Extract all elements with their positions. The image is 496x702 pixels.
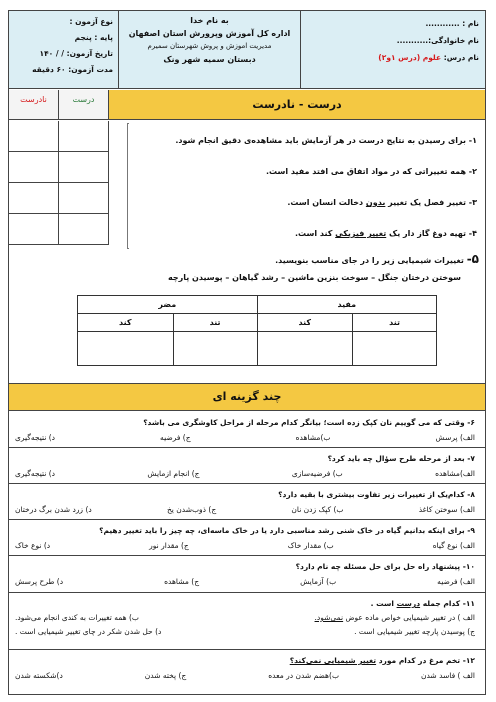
tf-statement-3 — [129, 187, 485, 218]
question-6 — [9, 412, 485, 448]
option-b[interactable]: ب) مقدار خاک — [287, 541, 334, 550]
question-8 — [9, 484, 485, 520]
q7-options — [15, 466, 475, 481]
q5-items: سوختن درختان جنگل – سوخت بنزین ماشین – رشد گیاهان – پوسیدن پارچه — [167, 273, 461, 282]
option-b[interactable]: ب)مشاهده — [295, 433, 331, 442]
tf-header-row — [9, 90, 485, 120]
stmt-text: ۴- تهیه دوغ گاز دار یک — [386, 229, 477, 238]
tf-answer-row — [9, 152, 109, 183]
stmt-text: کند است. — [294, 229, 336, 238]
exam-sheet — [8, 10, 486, 695]
true-box[interactable] — [59, 214, 109, 245]
q12-text — [15, 654, 475, 668]
school-name: دبستان سمیه شهر ونک — [163, 55, 256, 64]
q11-text-end: است . — [370, 599, 397, 608]
q5-table — [77, 295, 437, 366]
option-c[interactable]: ج) مقدار نور — [149, 541, 189, 550]
course-label: نام درس: — [441, 53, 479, 62]
harmful-header: مضر — [78, 296, 258, 314]
useful-slow-header: کند — [257, 314, 353, 332]
q5-text: تغییرات شیمیایی زیر را در جای مناسب بنویسید. — [275, 256, 464, 265]
answer-cell[interactable] — [78, 332, 174, 366]
q11-options-row1 — [15, 611, 475, 625]
exam-type: نوع آزمون : — [69, 17, 113, 26]
option-d[interactable]: د) نتیجه‌گیری — [15, 469, 55, 478]
q10-text: ۱۰- پیشنهاد راه حل برای حل مسئله چه نام دارد؟ — [295, 562, 475, 571]
tf-section-title: درست - نادرست — [109, 90, 485, 119]
tf-statement-4 — [129, 218, 485, 249]
tf-answer-row — [9, 121, 109, 152]
option-a[interactable]: الف) پرسش — [435, 433, 475, 442]
option-b[interactable]: ب)هضم شدن در معده — [268, 671, 339, 680]
true-box[interactable] — [59, 121, 109, 152]
mc-section-title: چند گزینه ای — [9, 383, 485, 411]
q9-options — [15, 538, 475, 553]
tf-statement-1: ۱- برای رسیدن به نتایج درست در هر آزمایش باید مشاهده‌ی دقیق انجام شود. — [175, 136, 477, 145]
question-10 — [9, 556, 485, 593]
school-info-box — [119, 11, 301, 88]
option-a[interactable]: الف)مشاهده — [435, 469, 475, 478]
q11-underlined: درست — [396, 599, 421, 608]
harmful-fast-header: تند — [173, 314, 257, 332]
answer-cell[interactable] — [173, 332, 257, 366]
q12-options — [15, 668, 475, 683]
tf-statements — [129, 125, 485, 249]
false-box[interactable] — [9, 152, 59, 183]
option-a-underlined: نمی‌شود. — [314, 613, 344, 622]
true-box[interactable] — [59, 183, 109, 214]
harmful-slow-header: کند — [78, 314, 174, 332]
grade: پایه : پنجم — [74, 33, 113, 42]
q6-options — [15, 430, 475, 445]
option-c[interactable]: ج) فرضیه — [160, 433, 191, 442]
stmt-text: دخالت انسان است. — [287, 198, 366, 207]
option-d[interactable]: د) نتیجه‌گیری — [15, 433, 55, 442]
q12-text-start: ۱۲- تخم مرغ در کدام مورد — [376, 656, 475, 665]
false-box[interactable] — [9, 121, 59, 152]
option-a-text: الف ) در تغییر شیمیایی خواص ماده عوض — [343, 613, 475, 622]
exam-duration: مدت آزمون: ۶۰ دقیقه — [32, 65, 113, 74]
stmt-text: ۳- تغییر فصل یک تغییر — [385, 198, 477, 207]
false-column-header: نادرست — [9, 90, 59, 119]
student-name-field[interactable]: نام : ............ — [425, 19, 479, 28]
q8-text: ۸- کدام‌یک از تغییرات زیر تفاوت بیشتری با بقیه دارد؟ — [278, 490, 475, 499]
stmt-underlined: بدون — [365, 198, 386, 207]
management-line: مدیریت اموزش و پروش شهرستان سمیرم — [147, 42, 272, 50]
option-a[interactable]: الف) سوختن کاغذ — [418, 505, 475, 514]
course-value: علوم (درس ۱و۲) — [378, 53, 442, 62]
useful-fast-header: تند — [353, 314, 437, 332]
option-c[interactable]: ج) مشاهده — [164, 577, 200, 586]
option-d[interactable]: د)شکسته شدن — [15, 671, 63, 680]
tf-answer-grid — [9, 121, 109, 245]
q7-text: ۷- بعد از مرحله طرح سؤال چه باید کرد؟ — [327, 454, 475, 463]
option-d[interactable]: د) طرح پرسش — [15, 577, 64, 586]
true-column-header: درست — [59, 90, 109, 119]
option-a[interactable]: الف ) فاسد شدن — [420, 671, 475, 680]
question-7 — [9, 448, 485, 484]
answer-cell[interactable] — [353, 332, 437, 366]
question-12 — [9, 650, 485, 695]
exam-date: تاریخ آزمون: / / ۱۴۰ — [39, 49, 113, 58]
q10-options — [15, 574, 475, 589]
student-family-field[interactable]: نام خانوادگی:........... — [396, 36, 479, 45]
q12-underlined: تغییر شیمیایی نمی‌کند؟ — [289, 656, 377, 665]
option-c[interactable]: ج) ذوب‌شدن یخ — [166, 505, 217, 514]
question-5 — [9, 251, 485, 327]
option-a[interactable]: الف) فرضیه — [437, 577, 475, 586]
option-b[interactable]: ب) آزمایش — [300, 577, 337, 586]
false-box[interactable] — [9, 183, 59, 214]
q11-text-start: ۱۱- کدام جمله — [420, 599, 475, 608]
tf-statement-2: ۲- همه تغییراتی که در مواد اتفاق می افتد مفید است. — [265, 167, 477, 176]
useful-header: مفید — [257, 296, 436, 314]
question-9 — [9, 520, 485, 556]
q11-options-row2 — [15, 625, 475, 639]
false-box[interactable] — [9, 214, 59, 245]
exam-header — [9, 11, 485, 89]
question-11 — [9, 593, 485, 650]
option-c[interactable]: ج) پخته شدن — [144, 671, 187, 680]
q9-text: ۹- برای اینکه بدانیم گیاه در خاک شنی رشد مناسبی دارد یا در خاک ماسه‌ای، چه چیز را باید تغییر دهیم؟ — [99, 526, 475, 535]
q5-number: ۵- — [466, 252, 479, 266]
q11-text — [15, 597, 475, 611]
true-box[interactable] — [59, 152, 109, 183]
option-c[interactable]: ج) پوسیدن پارچه تغییر شیمیایی است . — [354, 627, 475, 636]
department-line: اداره کل آموزش وپرورش استان اصفهان — [128, 29, 291, 38]
option-b[interactable]: ب) کپک زدن نان — [291, 505, 344, 514]
option-d[interactable]: د) زرد شدن برگ درختان — [15, 505, 92, 514]
option-b[interactable]: ب) فرضیه‌سازی — [291, 469, 343, 478]
option-d[interactable]: د) حل شدن شکر در چای تغییر شیمیایی است . — [15, 627, 162, 636]
basmala: به نام خدا — [190, 16, 229, 25]
course-name — [307, 49, 479, 66]
option-c[interactable]: ج) انجام ازمایش — [147, 469, 200, 478]
option-a[interactable] — [315, 611, 475, 625]
option-a[interactable]: الف) نوع گیاه — [432, 541, 475, 550]
stmt-underlined: تغییر فیزیکی — [335, 229, 387, 238]
q5-title — [9, 251, 485, 269]
answer-cell[interactable] — [257, 332, 353, 366]
student-info-box — [301, 11, 485, 88]
option-b[interactable]: ب) همه تغییرات به کندی انجام می‌شود. — [15, 613, 139, 622]
tf-answer-row — [9, 214, 109, 245]
q8-options — [15, 502, 475, 517]
q6-text: ۶- وقتی که می گوییم نان کپک زده است؛ بیانگر کدام مرحله از مراحل کاوشگری می باشد؟ — [143, 418, 475, 427]
option-d[interactable]: د) نوع خاک — [15, 541, 51, 550]
exam-info-box — [9, 11, 119, 88]
tf-answer-row — [9, 183, 109, 214]
